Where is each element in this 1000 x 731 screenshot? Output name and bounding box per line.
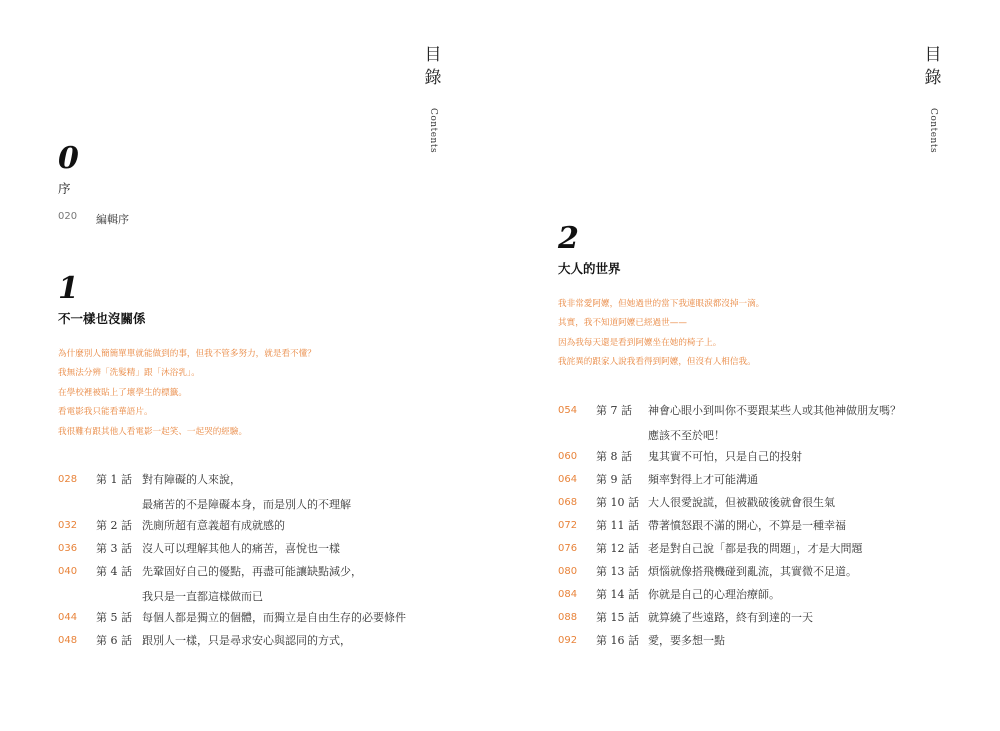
intro-line: 我無法分辨「洗髮精」跟「沐浴乳」。 [58,368,200,379]
page-number: 080 [558,566,578,577]
page-number: 072 [558,520,578,531]
page-number: 048 [58,635,78,646]
page-number: 064 [558,474,578,485]
page-number: 054 [558,405,578,416]
section-1-title: 不一樣也沒關係 [58,311,146,326]
intro-line: 其實，我不知道阿嬤已經過世—— [558,318,687,329]
entry-title-continued: 我只是一直都這樣做而已 [142,590,263,603]
toc-subtitle-left: Contents [428,108,438,154]
page-number: 060 [558,451,578,462]
toc-title-char: 錄 [424,68,442,88]
entry-title: 愛，要多想一點 [648,634,725,647]
toc-title-right [923,44,943,90]
entry-title: 洗廁所超有意義超有成就感的 [142,519,285,532]
section-2-intro [558,295,764,373]
entry-title: 編輯序 [96,213,129,226]
entry-title-continued: 最痛苦的不是障礙本身，而是別人的不理解 [142,498,351,511]
right-page [500,0,1000,731]
entry-title: 帶著憤怒跟不滿的開心，不算是一種幸福 [648,519,846,532]
episode-label: 第 3 話 [96,542,132,555]
entry-title-continued: 應該不至於吧！ [648,429,725,442]
entry-title: 鬼其實不可怕，只是自己的投射 [648,450,802,463]
episode-label: 第 10 話 [596,496,639,509]
page-number: 044 [58,612,78,623]
episode-label: 第 11 話 [596,519,639,532]
episode-label: 第 2 話 [96,519,132,532]
entry-title: 老是對自己說「都是我的問題」，才是大問題 [648,542,863,555]
entry-title: 跟別人一樣，只是尋求安心與認同的方式， [142,634,351,647]
page-number: 036 [58,543,78,554]
episode-label: 第 8 話 [596,450,632,463]
intro-line: 在學校裡被貼上了壞學生的標籤。 [58,387,187,398]
toc-title-char: 目 [924,45,942,65]
episode-label: 第 6 話 [96,634,132,647]
section-2-number: 2 [558,221,579,256]
entry-title: 煩惱就像搭飛機碰到亂流，其實微不足道。 [648,565,857,578]
episode-label: 第 16 話 [596,634,639,647]
page-number: 020 [58,211,78,222]
entry-title: 神會心眼小到叫你不要跟某些人或其他神做朋友嗎？ [648,404,901,417]
intro-line: 為什麼別人簡簡單單就能做到的事，但我不管多努力，就是看不懂？ [58,349,316,359]
episode-label: 第 15 話 [596,611,639,624]
entry-title: 沒人可以理解其他人的痛苦，喜悅也一樣 [142,542,340,555]
intro-line: 我詫異的跟家人說我看得到阿嬤，但沒有人相信我。 [558,357,756,368]
toc-title-char: 錄 [924,68,942,88]
entry-title: 頻率對得上才可能溝通 [648,473,758,486]
section-2-title: 大人的世界 [558,261,621,276]
intro-line: 因為我每天還是看到阿嬤坐在她的椅子上。 [558,337,722,348]
section-1-intro [58,345,316,442]
episode-label: 第 13 話 [596,565,639,578]
intro-line: 看電影我只能看華語片。 [58,407,153,418]
page-number: 084 [558,589,578,600]
toc-subtitle-right: Contents [928,108,938,154]
page-number: 068 [558,497,578,508]
episode-label: 第 12 話 [596,542,639,555]
page-number: 092 [558,635,578,646]
episode-label: 第 5 話 [96,611,132,624]
section-1-number: 1 [58,271,79,306]
entry-title: 對有障礙的人來說， [142,473,241,486]
intro-line: 我很難有跟其他人看電影一起笑、一起哭的經驗。 [58,426,248,437]
page-number: 028 [58,474,78,485]
entry-title: 先鞏固好自己的優點，再盡可能讓缺點減少， [142,565,362,578]
episode-label: 第 7 話 [596,404,632,417]
section-0-number: 0 [58,141,79,176]
episode-label: 第 9 話 [596,473,632,486]
page-number: 076 [558,543,578,554]
entry-title: 你就是自己的心理治療師。 [648,588,780,601]
toc-title-left [423,44,443,90]
intro-line: 我非常愛阿嬤，但她過世的當下我連眼淚都沒掉一滴。 [558,299,765,309]
section-0-title: 序 [58,181,71,196]
entry-title: 每個人都是獨立的個體，而獨立是自由生存的必要條件 [142,611,406,624]
page-number: 088 [558,612,578,623]
toc-title-char: 目 [424,45,442,65]
episode-label: 第 4 話 [96,565,132,578]
page-number: 032 [58,520,78,531]
entry-title: 大人很愛說謊，但被戳破後就會很生氣 [648,496,835,509]
episode-label: 第 1 話 [96,473,132,486]
entry-title: 就算繞了些遠路，終有到達的一天 [648,611,813,624]
episode-label: 第 14 話 [596,588,639,601]
page-number: 040 [58,566,78,577]
